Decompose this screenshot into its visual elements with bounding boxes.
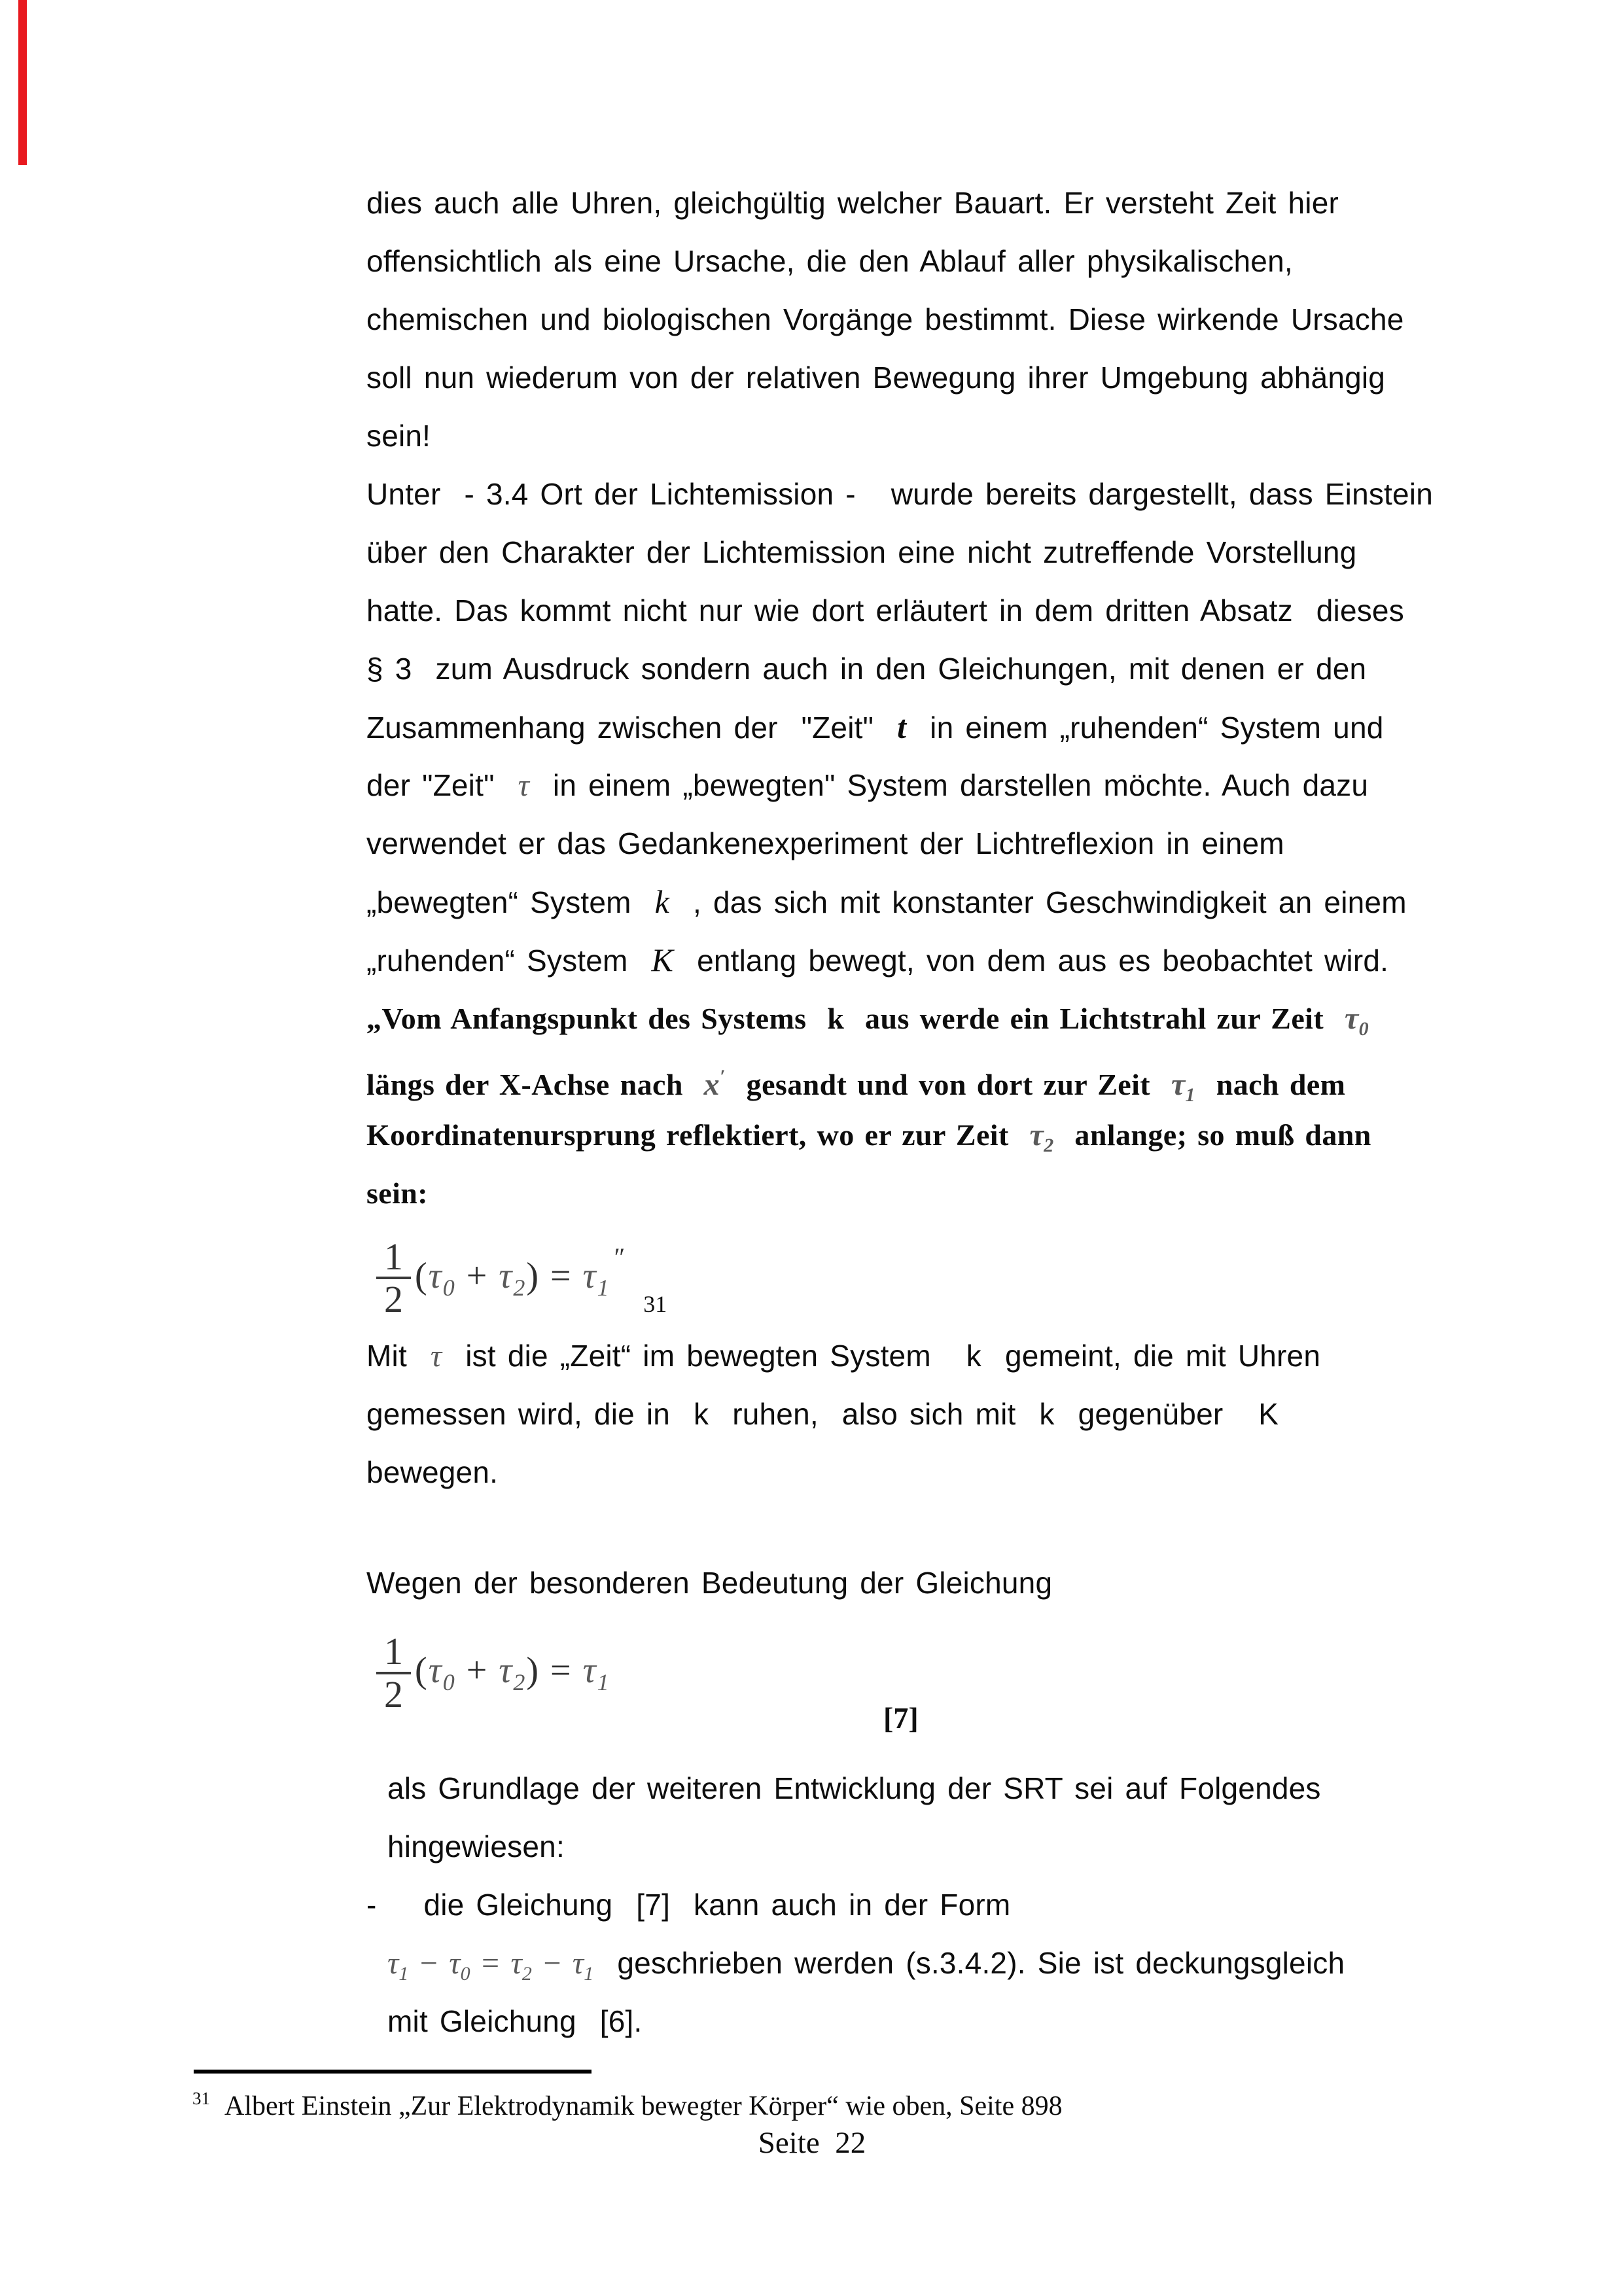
text-run: $\tau_0$ [428,1255,456,1301]
text-run: , das sich mit konstanter Geschwindigkeit an einem [669,885,1407,919]
text-line [366,931,1439,989]
text-run: geschrieben werden (s.3.4.2). Sie ist deckungsgleich [593,1946,1345,1980]
fraction: $\frac{1}{2}$ [376,1631,411,1714]
text-line [366,698,1439,756]
text-line [366,989,1439,1048]
footnote-marker: 31 [192,2089,210,2108]
text-run: $\tau_2$ [499,1255,527,1301]
closing-quote-mark: ″ [614,1242,626,1272]
text-run: $\tau_1$ [582,1650,610,1695]
text-run: „ruhenden“ System [366,944,652,978]
text-run: längs der X-Achse nach [366,1068,704,1101]
text-line [366,465,1439,523]
text-run: $\tau_1$ [387,1946,409,1985]
text-run: $\tau_2$ [510,1946,533,1985]
text-run: in einem „ruhenden“ System und [906,711,1384,745]
text-run: „bewegten“ System [366,885,655,919]
text-run: ) = [526,1650,583,1691]
text-run: Koordinatenursprung reflektiert, wo er zur Zeit [366,1118,1030,1152]
text-run: + [455,1255,499,1296]
text-run: entlang bewegt, von dem aus es beobachtet wird. [673,944,1389,978]
text-line [366,349,1439,407]
text-run: „Vom Anfangspunkt des Systems k aus werde ein Lichtstrahl zur Zeit [366,1002,1345,1035]
text-run: $\tau_1$ [572,1946,594,1985]
text-run: § 3 zum Ausdruck sondern auch in den Gleichungen, mit denen er den [366,652,1367,686]
equation-label: [7] [883,1701,919,1735]
text-run: ( [415,1255,429,1296]
text-line [366,1992,1439,2051]
text-run: gesandt und von dort zur Zeit [725,1068,1171,1101]
text-run: als Grundlage der weiteren Entwicklung der SRT sei auf Folgendes [387,1771,1321,1805]
text-line [366,1106,1439,1164]
equation-eq2 [376,1622,919,1735]
text-run: der "Zeit" [366,768,518,802]
text-run: verwendet er das Gedankenexperiment der Lichtreflexion in einem [366,826,1284,860]
equation-eq1 [376,1229,667,1327]
text-run: Unter - 3.4 Ort der Lichtemission - wurde bereits dargestellt, dass Einstein [366,477,1434,511]
red-margin-mark [18,0,27,165]
text-line [366,640,1439,698]
text-run: mit Gleichung [6]. [387,2004,643,2038]
text-line [366,174,1439,232]
text-run: über den Charakter der Lichtemission eine nicht zutreffende Vorstellung [366,535,1357,569]
page-number: Seite 22 [758,2126,866,2160]
text-run: $\tau_0$ [449,1946,470,1985]
text-run: Wegen der besonderen Bedeutung der Gleichung [366,1566,1053,1600]
text-run: Zusammenhang zwischen der "Zeit" [366,711,898,745]
text-run: soll nun wiederum von der relativen Bewegung ihrer Umgebung abhängig [366,361,1386,395]
text-line [366,1876,1439,1934]
text-run: $\tau_0$ [1344,1001,1369,1040]
text-run: k [654,883,670,920]
text-line [366,1443,1439,1502]
equation-body [415,1255,610,1301]
text-line [366,291,1439,349]
text-line [366,1934,1439,1992]
text-line [366,232,1439,291]
text-line [366,1327,1439,1385]
text-run: x′ [703,1066,726,1102]
text-run: chemischen und biologischen Vorgänge bestimmt. Diese wirkende Ursache [366,302,1404,336]
text-run: $\tau_2$ [1029,1118,1054,1156]
text-run: τ [518,768,529,803]
text-line [366,1385,1439,1443]
text-line [366,582,1439,640]
text-line [366,407,1439,465]
text-run: anlange; so muß dann [1053,1118,1371,1152]
text-line [366,756,1439,815]
text-line [366,523,1439,582]
text-run: nach dem [1195,1068,1346,1101]
text-run: = [470,1946,511,1981]
text-run: $\tau_2$ [499,1650,527,1695]
footnote [192,2089,1063,2122]
text-line [366,1164,1439,1222]
text-run: Mit [366,1339,431,1373]
text-run: − [408,1946,450,1981]
text-line [366,1502,1439,1554]
text-run: in einem „bewegten" System darstellen möchte. Auch dazu [529,768,1369,802]
text-run: $\tau_1$ [582,1255,610,1301]
text-flow [366,174,1439,2051]
text-run: + [455,1650,499,1691]
text-line [366,1048,1439,1106]
text-run: ) = [526,1255,583,1296]
text-run: $\tau_1$ [1171,1067,1195,1106]
text-run: − [532,1946,573,1981]
text-line [366,1759,1439,1818]
fraction: $\frac{1}{2}$ [376,1237,411,1320]
text-run: offensichtlich als eine Ursache, die den Ablauf aller physikalischen, [366,244,1293,278]
text-line [366,815,1439,873]
text-run: gemessen wird, die in k ruhen, also sich mit k gegenüber K [366,1397,1279,1431]
text-run: hatte. Das kommt nicht nur wie dort erläutert in dem dritten Absatz dieses [366,593,1404,627]
text-run: bewegen. [366,1455,499,1489]
text-run: $\tau_0$ [428,1650,456,1695]
text-line [366,1818,1439,1876]
footnote-divider [194,2070,591,2074]
text-line [366,1554,1439,1612]
equation-footnote-ref: 31 [643,1291,667,1317]
text-run: sein: [366,1176,428,1210]
text-run: sein! [366,419,431,453]
text-line [366,873,1439,931]
text-run: dies auch alle Uhren, gleichgültig welcher Bauart. Er versteht Zeit hier [366,186,1339,220]
text-run: τ [430,1339,442,1373]
equation-body [415,1650,610,1696]
text-run: ist die „Zeit“ im bewegten System k gemeint, die mit Uhren [442,1339,1321,1373]
text-run: - die Gleichung [7] kann auch in der Form [366,1888,1011,1922]
text-run: t [897,709,907,745]
text-run: K [651,942,674,978]
text-run: ( [415,1650,429,1691]
text-run: hingewiesen: [387,1829,565,1863]
footnote-text: Albert Einstein „Zur Elektrodynamik bewegter Körper“ wie oben, Seite 898 [224,2091,1063,2121]
